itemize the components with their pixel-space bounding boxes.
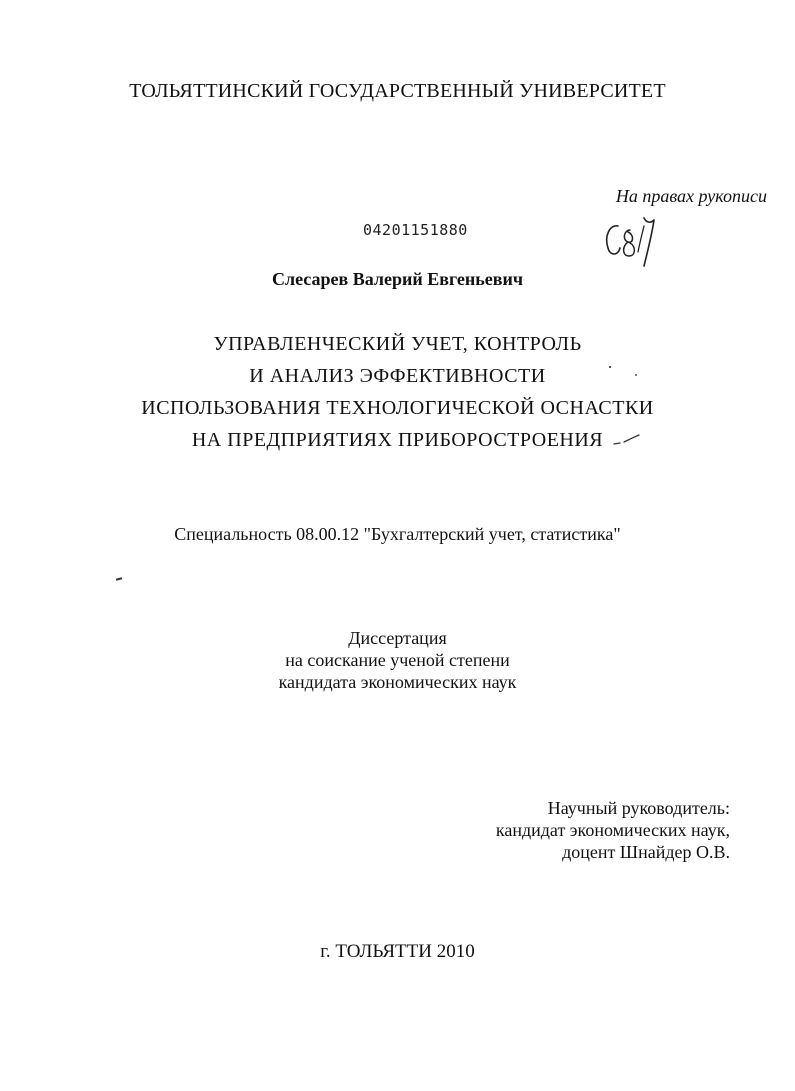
document-number: 04201151880 bbox=[363, 221, 468, 239]
signature-icon bbox=[600, 212, 670, 272]
author-name: Слесарев Валерий Евгеньевич bbox=[271, 269, 523, 289]
city-year: г. ТОЛЬЯТТИ 2010 bbox=[320, 941, 475, 962]
university-name: ТОЛЬЯТТИНСКИЙ ГОСУДАРСТВЕННЫЙ УНИВЕРСИТЕТ bbox=[129, 80, 666, 102]
scan-speck bbox=[635, 374, 637, 376]
dissertation-degree: кандидата экономических наук bbox=[278, 672, 517, 692]
manuscript-note: На правах рукописи bbox=[615, 186, 767, 206]
advisor-label: Научный руководитель: bbox=[547, 798, 730, 818]
thesis-title-line-2: И АНАЛИЗ ЭФФЕКТИВНОСТИ bbox=[249, 365, 546, 387]
thesis-title-line-4: НА ПРЕДПРИЯТИЯХ ПРИБОРОСТРОЕНИЯ bbox=[191, 429, 604, 451]
thesis-title-line-1: УПРАВЛЕНЧЕСКИЙ УЧЕТ, КОНТРОЛЬ bbox=[213, 333, 582, 355]
advisor-name: доцент Шнайдер О.В. bbox=[562, 842, 730, 862]
pen-tick-mark bbox=[612, 432, 642, 448]
dissertation-label: Диссертация bbox=[348, 628, 447, 648]
thesis-title-line-3: ИСПОЛЬЗОВАНИЯ ТЕХНОЛОГИЧЕСКОЙ ОСНАСТКИ bbox=[141, 397, 654, 419]
advisor-degree: кандидат экономических наук, bbox=[495, 820, 730, 840]
specialty: Специальность 08.00.12 "Бухгалтерский учет, статистика" bbox=[174, 524, 621, 544]
dissertation-purpose: на соискание ученой степени bbox=[285, 650, 510, 670]
scan-speck bbox=[116, 577, 122, 580]
scan-speck bbox=[609, 366, 611, 368]
